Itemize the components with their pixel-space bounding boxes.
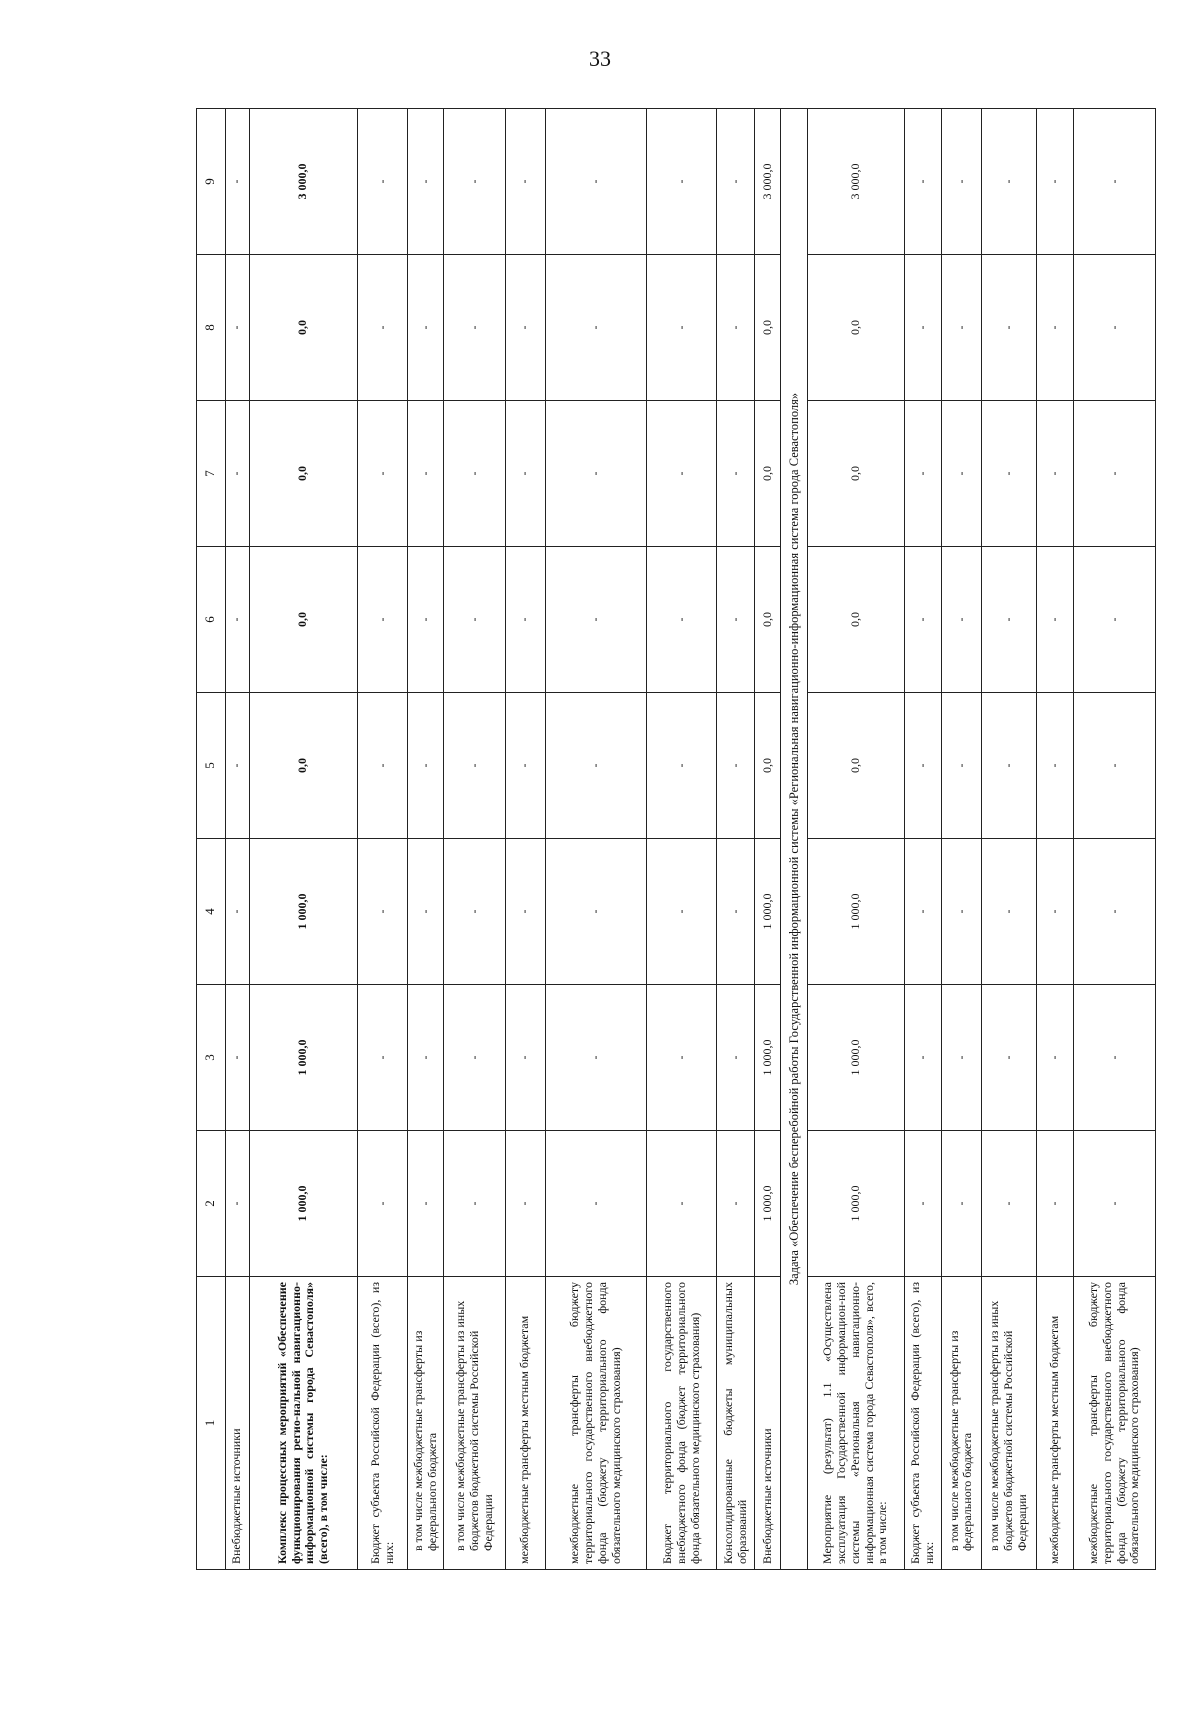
value-cell: 0,0 bbox=[807, 693, 904, 839]
header-cell: 9 bbox=[197, 109, 226, 255]
row-label: Мероприятие (результат) 1.1 «Осуществлена эксплуатация Государственной информацион-ной системы «Региональная навигационно-информационная система города Севастополя», всего, в том числе: bbox=[807, 1277, 904, 1570]
value-cell: - bbox=[408, 985, 444, 1131]
value-cell: - bbox=[646, 401, 716, 547]
value-cell: - bbox=[646, 255, 716, 401]
value-cell: - bbox=[942, 985, 982, 1131]
value-cell: - bbox=[1036, 1131, 1073, 1277]
value-cell: - bbox=[1036, 985, 1073, 1131]
value-cell: - bbox=[942, 693, 982, 839]
value-cell: - bbox=[225, 985, 249, 1131]
table-row bbox=[942, 109, 982, 1570]
value-cell: - bbox=[1036, 839, 1073, 985]
table-rotation-frame bbox=[196, 108, 1156, 1570]
header-cell: 4 bbox=[197, 839, 226, 985]
value-cell: - bbox=[357, 839, 408, 985]
row-label: в том числе межбюджетные трансферты из иных бюджетов бюджетной системы Российской Федерации bbox=[981, 1277, 1036, 1570]
value-cell: 0,0 bbox=[807, 547, 904, 693]
header-cell: 5 bbox=[197, 693, 226, 839]
budget-table bbox=[196, 108, 1156, 1570]
value-cell: 1 000,0 bbox=[754, 839, 780, 985]
value-cell: - bbox=[942, 109, 982, 255]
table-row bbox=[408, 109, 444, 1570]
value-cell: - bbox=[1036, 401, 1073, 547]
value-cell: 1 000,0 bbox=[807, 839, 904, 985]
value-cell: - bbox=[444, 693, 506, 839]
value-cell: 1 000,0 bbox=[807, 985, 904, 1131]
table-row bbox=[754, 109, 780, 1570]
value-cell: - bbox=[1036, 109, 1073, 255]
value-cell: - bbox=[717, 255, 754, 401]
value-cell: 0,0 bbox=[249, 401, 357, 547]
value-cell: 3 000,0 bbox=[754, 109, 780, 255]
value-cell: - bbox=[506, 1131, 546, 1277]
row-label: Консолидированные бюджеты муниципальных образований bbox=[717, 1277, 754, 1570]
value-cell: - bbox=[444, 255, 506, 401]
value-cell: 1 000,0 bbox=[249, 839, 357, 985]
value-cell: - bbox=[1074, 255, 1156, 401]
value-cell: - bbox=[904, 839, 941, 985]
value-cell: - bbox=[357, 401, 408, 547]
row-label: межбюджетные трансферты местным бюджетам bbox=[1036, 1277, 1073, 1570]
value-cell: - bbox=[942, 1131, 982, 1277]
value-cell: - bbox=[545, 401, 646, 547]
table-row bbox=[904, 109, 941, 1570]
value-cell: - bbox=[357, 1131, 408, 1277]
table-row bbox=[1036, 109, 1073, 1570]
value-cell: - bbox=[225, 255, 249, 401]
value-cell: - bbox=[444, 985, 506, 1131]
value-cell: - bbox=[408, 839, 444, 985]
value-cell: - bbox=[408, 109, 444, 255]
value-cell: - bbox=[357, 547, 408, 693]
value-cell: 0,0 bbox=[754, 401, 780, 547]
value-cell: - bbox=[357, 693, 408, 839]
row-label: в том числе межбюджетные трансферты из федерального бюджета bbox=[408, 1277, 444, 1570]
value-cell: - bbox=[981, 401, 1036, 547]
value-cell: - bbox=[506, 839, 546, 985]
header-cell: 3 bbox=[197, 985, 226, 1131]
value-cell: - bbox=[717, 1131, 754, 1277]
page-number: 33 bbox=[589, 46, 611, 71]
value-cell: - bbox=[506, 255, 546, 401]
table-row bbox=[545, 109, 646, 1570]
value-cell: - bbox=[225, 547, 249, 693]
value-cell: 0,0 bbox=[754, 255, 780, 401]
value-cell: - bbox=[981, 985, 1036, 1131]
row-label: Бюджет субъекта Российской Федерации (всего), из них: bbox=[904, 1277, 941, 1570]
value-cell: - bbox=[357, 109, 408, 255]
value-cell: - bbox=[942, 255, 982, 401]
value-cell: - bbox=[646, 693, 716, 839]
row-label: межбюджетные трансферты бюджету территориального государственного внебюджетного фонда (бюджету территориального фонда обязательного медицинского страхования) bbox=[545, 1277, 646, 1570]
value-cell: - bbox=[904, 1131, 941, 1277]
value-cell: - bbox=[942, 401, 982, 547]
value-cell: - bbox=[444, 109, 506, 255]
value-cell: - bbox=[646, 985, 716, 1131]
value-cell: 0,0 bbox=[754, 547, 780, 693]
row-label: в том числе межбюджетные трансферты из иных бюджетов бюджетной системы Российской Федерации bbox=[444, 1277, 506, 1570]
header-cell: 1 bbox=[197, 1277, 226, 1570]
header-cell: 6 bbox=[197, 547, 226, 693]
value-cell: - bbox=[444, 1131, 506, 1277]
value-cell: - bbox=[904, 547, 941, 693]
value-cell: - bbox=[1036, 255, 1073, 401]
row-label: Внебюджетные источники bbox=[225, 1277, 249, 1570]
value-cell: - bbox=[408, 693, 444, 839]
value-cell: - bbox=[646, 547, 716, 693]
value-cell: - bbox=[225, 839, 249, 985]
value-cell: - bbox=[444, 839, 506, 985]
value-cell: - bbox=[981, 839, 1036, 985]
value-cell: 1 000,0 bbox=[249, 1131, 357, 1277]
value-cell: - bbox=[408, 401, 444, 547]
value-cell: - bbox=[717, 401, 754, 547]
table-row bbox=[1074, 109, 1156, 1570]
value-cell: - bbox=[408, 1131, 444, 1277]
value-cell: - bbox=[981, 109, 1036, 255]
value-cell: - bbox=[225, 693, 249, 839]
value-cell: 0,0 bbox=[754, 693, 780, 839]
value-cell: 0,0 bbox=[249, 693, 357, 839]
value-cell: - bbox=[1074, 547, 1156, 693]
value-cell: - bbox=[904, 109, 941, 255]
value-cell: - bbox=[904, 693, 941, 839]
value-cell: - bbox=[444, 547, 506, 693]
value-cell: - bbox=[942, 547, 982, 693]
header-cell: 7 bbox=[197, 401, 226, 547]
value-cell: - bbox=[1074, 401, 1156, 547]
value-cell: - bbox=[408, 547, 444, 693]
value-cell: 0,0 bbox=[249, 547, 357, 693]
value-cell: - bbox=[408, 255, 444, 401]
table-row bbox=[444, 109, 506, 1570]
task-heading: Задача «Обеспечение бесперебойной работы Государственной информационной системы «Региональная навигационно-информационная система города Севастополя» bbox=[781, 109, 807, 1570]
value-cell: 1 000,0 bbox=[249, 985, 357, 1131]
value-cell: 1 000,0 bbox=[807, 1131, 904, 1277]
value-cell: - bbox=[545, 255, 646, 401]
value-cell: - bbox=[981, 255, 1036, 401]
row-label: Внебюджетные источники bbox=[754, 1277, 780, 1570]
value-cell: - bbox=[717, 693, 754, 839]
row-label: Бюджет территориального государственного внебюджетного фонда (бюджет территориального фонда обязательного медицинского страхования) bbox=[646, 1277, 716, 1570]
table-row bbox=[249, 109, 357, 1570]
value-cell: - bbox=[545, 1131, 646, 1277]
row-label: межбюджетные трансферты местным бюджетам bbox=[506, 1277, 546, 1570]
value-cell: - bbox=[357, 255, 408, 401]
value-cell: - bbox=[981, 547, 1036, 693]
value-cell: 1 000,0 bbox=[754, 1131, 780, 1277]
value-cell: - bbox=[981, 693, 1036, 839]
value-cell: - bbox=[506, 547, 546, 693]
value-cell: - bbox=[506, 693, 546, 839]
value-cell: - bbox=[717, 109, 754, 255]
value-cell: - bbox=[1074, 839, 1156, 985]
value-cell: - bbox=[357, 985, 408, 1131]
table-row bbox=[981, 109, 1036, 1570]
value-cell: - bbox=[1074, 693, 1156, 839]
table-row bbox=[357, 109, 408, 1570]
header-cell: 8 bbox=[197, 255, 226, 401]
value-cell: - bbox=[942, 839, 982, 985]
value-cell: - bbox=[545, 839, 646, 985]
value-cell: - bbox=[646, 839, 716, 985]
row-label: Комплекс процессных мероприятий «Обеспечение функционирования регио-нальной навигационно-информационной системы города Севастополя» (всего), в том числе: bbox=[249, 1277, 357, 1570]
row-label: межбюджетные трансферты бюджету территориального государственного внебюджетного фонда (бюджету территориального фонда обязательного медицинского страхования) bbox=[1074, 1277, 1156, 1570]
value-cell: - bbox=[1074, 109, 1156, 255]
value-cell: - bbox=[904, 255, 941, 401]
value-cell: - bbox=[1074, 1131, 1156, 1277]
value-cell: - bbox=[506, 985, 546, 1131]
value-cell: - bbox=[646, 1131, 716, 1277]
value-cell: 0,0 bbox=[249, 255, 357, 401]
value-cell: - bbox=[506, 401, 546, 547]
value-cell: - bbox=[225, 109, 249, 255]
row-label: Бюджет субъекта Российской Федерации (всего), из них: bbox=[357, 1277, 408, 1570]
table-row bbox=[506, 109, 546, 1570]
value-cell: - bbox=[1074, 985, 1156, 1131]
header-cell: 2 bbox=[197, 1131, 226, 1277]
value-cell: - bbox=[545, 109, 646, 255]
table-row bbox=[717, 109, 754, 1570]
value-cell: 1 000,0 bbox=[754, 985, 780, 1131]
rotated-table-area bbox=[196, 108, 1156, 1570]
row-label: в том числе межбюджетные трансферты из федерального бюджета bbox=[942, 1277, 982, 1570]
value-cell: 0,0 bbox=[807, 401, 904, 547]
value-cell: 3 000,0 bbox=[807, 109, 904, 255]
value-cell: - bbox=[225, 401, 249, 547]
value-cell: - bbox=[545, 693, 646, 839]
value-cell: - bbox=[904, 985, 941, 1131]
table-row bbox=[807, 109, 904, 1570]
value-cell: - bbox=[225, 1131, 249, 1277]
table-row bbox=[646, 109, 716, 1570]
table-row bbox=[225, 109, 249, 1570]
value-cell: - bbox=[1036, 547, 1073, 693]
value-cell: - bbox=[506, 109, 546, 255]
value-cell: - bbox=[646, 109, 716, 255]
value-cell: 3 000,0 bbox=[249, 109, 357, 255]
value-cell: - bbox=[717, 985, 754, 1131]
task-row bbox=[781, 109, 807, 1570]
value-cell: - bbox=[717, 547, 754, 693]
value-cell: - bbox=[545, 547, 646, 693]
value-cell: - bbox=[981, 1131, 1036, 1277]
value-cell: 0,0 bbox=[807, 255, 904, 401]
value-cell: - bbox=[545, 985, 646, 1131]
value-cell: - bbox=[904, 401, 941, 547]
value-cell: - bbox=[717, 839, 754, 985]
header-row bbox=[197, 109, 226, 1570]
value-cell: - bbox=[444, 401, 506, 547]
value-cell: - bbox=[1036, 693, 1073, 839]
